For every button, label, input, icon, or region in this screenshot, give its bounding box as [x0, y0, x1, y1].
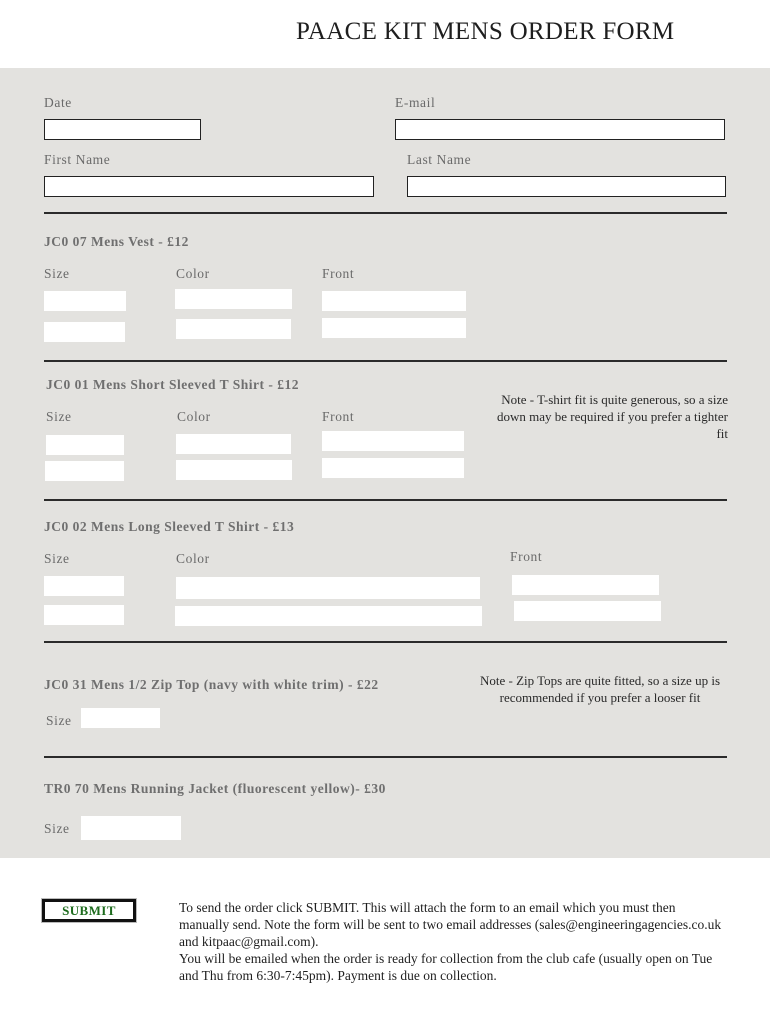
- short-tee-front-field-1[interactable]: [322, 431, 464, 451]
- jacket-size-label: Size: [44, 821, 70, 836]
- last-name-label: Last Name: [407, 152, 472, 167]
- short-tee-front-label: Front: [322, 409, 355, 424]
- email-field[interactable]: [395, 119, 725, 140]
- jacket-section-title: TR0 70 Mens Running Jacket (fluorescent yellow)- £30: [44, 781, 386, 796]
- vest-front-field-2[interactable]: [322, 318, 466, 338]
- instructions-paragraph: You will be emailed when the order is ready for collection from the club cafe (usually open on Tue and Thu from 6:30-7:45pm). Payment is due on collection.: [179, 951, 713, 983]
- zip-top-section-title: JC0 31 Mens 1/2 Zip Top (navy with white trim) - £22: [44, 677, 379, 692]
- long-tee-front-field-1[interactable]: [512, 575, 659, 595]
- short-tee-size-label: Size: [46, 409, 72, 424]
- short-tee-color-field-1[interactable]: [176, 434, 291, 454]
- short-tee-fit-note: Note - T-shirt fit is quite generous, so a size down may be required if you prefer a tighter fit: [496, 392, 728, 441]
- long-tee-color-field-2[interactable]: [175, 606, 482, 626]
- long-tee-color-label: Color: [176, 551, 210, 566]
- zip-top-fit-note: Note - Zip Tops are quite fitted, so a size up is recommended if you prefer a looser fit: [479, 673, 721, 705]
- vest-color-field-1[interactable]: [175, 289, 292, 309]
- long-tee-size-field-2[interactable]: [44, 605, 124, 625]
- section-divider: [44, 499, 727, 501]
- first-name-field[interactable]: [44, 176, 374, 197]
- long-tee-front-field-2[interactable]: [514, 601, 661, 621]
- long-tee-section-title: JC0 02 Mens Long Sleeved T Shirt - £13: [44, 519, 295, 534]
- vest-size-label: Size: [44, 266, 70, 281]
- vest-color-field-2[interactable]: [176, 319, 291, 339]
- zip-top-size-field[interactable]: [81, 708, 160, 728]
- short-tee-color-label: Color: [177, 409, 211, 424]
- short-tee-front-field-2[interactable]: [322, 458, 464, 478]
- vest-front-label: Front: [322, 266, 355, 281]
- short-tee-section-title: JC0 01 Mens Short Sleeved T Shirt - £12: [46, 377, 300, 392]
- submit-instructions: [179, 899, 724, 984]
- instructions-paragraph: To send the order click SUBMIT. This will attach the form to an email which you must then manually send. Note the form will be sent to two email addresses (sales@engineeringagencies.co.uk and kitpaac@gmail.com).: [179, 900, 722, 949]
- long-tee-size-label: Size: [44, 551, 70, 566]
- vest-color-label: Color: [176, 266, 210, 281]
- page-title: PAACE KIT MENS ORDER FORM: [296, 18, 675, 45]
- section-divider: [44, 360, 727, 362]
- short-tee-size-field-1[interactable]: [46, 435, 124, 455]
- long-tee-front-label: Front: [510, 549, 543, 564]
- long-tee-size-field-1[interactable]: [44, 576, 124, 596]
- section-divider: [44, 212, 727, 214]
- email-label: E-mail: [395, 95, 436, 110]
- date-label: Date: [44, 95, 72, 110]
- short-tee-color-field-2[interactable]: [176, 460, 292, 480]
- jacket-size-field[interactable]: [81, 816, 181, 840]
- long-tee-color-field-1[interactable]: [176, 577, 480, 599]
- section-divider: [44, 641, 727, 643]
- date-field[interactable]: [44, 119, 201, 140]
- zip-top-size-label: Size: [46, 713, 72, 728]
- submit-button[interactable]: SUBMIT: [42, 899, 136, 922]
- vest-section-title: JC0 07 Mens Vest - £12: [44, 234, 189, 249]
- last-name-field[interactable]: [407, 176, 726, 197]
- short-tee-size-field-2[interactable]: [45, 461, 124, 481]
- vest-size-field-1[interactable]: [44, 291, 126, 311]
- first-name-label: First Name: [44, 152, 111, 167]
- vest-size-field-2[interactable]: [44, 322, 125, 342]
- vest-front-field-1[interactable]: [322, 291, 466, 311]
- section-divider: [44, 756, 727, 758]
